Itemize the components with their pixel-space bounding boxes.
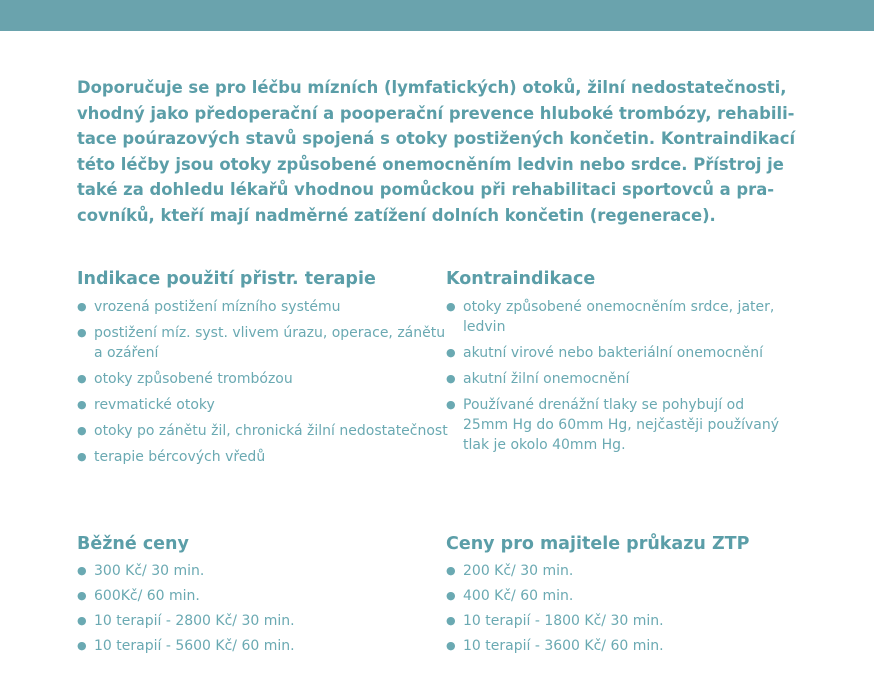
price-item: ● 300 Kč/ 30 min. bbox=[77, 561, 457, 581]
price-item: ● 10 terapií - 1800 Kč/ 30 min. bbox=[446, 611, 826, 631]
indications-title: Indikace použití přistr. terapie bbox=[77, 269, 376, 289]
list-item: ● otoky po zánětu žil, chronická žilní nedostatečnost bbox=[77, 421, 457, 441]
indications-section bbox=[77, 268, 457, 473]
price-item: ● 10 terapií - 2800 Kč/ 30 min. bbox=[77, 611, 457, 631]
price-item: ● 600Kč/ 60 min. bbox=[77, 586, 457, 606]
list-item: ● postižení míz. syst. vlivem úrazu, operace, zánětu a ozáření bbox=[77, 323, 457, 363]
list-item: ● akutní virové nebo bakteriální onemocnění bbox=[446, 343, 786, 363]
price-item: ● 400 Kč/ 60 min. bbox=[446, 586, 826, 606]
contraindications-section bbox=[446, 268, 786, 461]
ztp-prices-section bbox=[446, 533, 826, 661]
list-item: ● akutní žilní onemocnění bbox=[446, 369, 786, 389]
price-item: ● 200 Kč/ 30 min. bbox=[446, 561, 826, 581]
list-item: ● Používané drenážní tlaky se pohybují od 25mm Hg do 60mm Hg, nejčastěji používaný tlak je okolo 40mm Hg. bbox=[446, 395, 786, 455]
list-item: ● otoky způsobené trombózou bbox=[77, 369, 457, 389]
header-bar bbox=[0, 0, 874, 31]
intro-paragraph: Doporučuje se pro léčbu mízních (lymfatických) otoků, žilní nedostatečnosti, vhodný jako předoperační a pooperační prevence hluboké trombózy, rehabili-tace poúrazových stavů spojená s otoky postižených končetin. Kontraindikací této léčby jsou otoky způsobené onemocněním ledvin nebo srdce. Přístroj je také za dohledu lékařů vhodnou pomůckou při rehabilitaci sportovců a pra-covníků, kteří mají nadměrné zatížení dolních končetin (regenerace). bbox=[77, 78, 796, 225]
list-item: ● vrozená postižení mízního systému bbox=[77, 297, 457, 317]
list-item: ● terapie bércových vředů bbox=[77, 447, 457, 467]
indications-list bbox=[77, 297, 457, 467]
contraindications-title: Kontraindikace bbox=[446, 269, 596, 289]
ztp-prices-list bbox=[446, 561, 826, 656]
price-item: ● 10 terapií - 3600 Kč/ 60 min. bbox=[446, 636, 826, 656]
prices-section bbox=[77, 533, 457, 661]
price-item: ● 10 terapií - 5600 Kč/ 60 min. bbox=[77, 636, 457, 656]
list-item: ● revmatické otoky bbox=[77, 395, 457, 415]
list-item: ● otoky způsobené onemocněním srdce, jater, ledvin bbox=[446, 297, 786, 337]
ztp-prices-title: Ceny pro majitele průkazu ZTP bbox=[446, 534, 750, 554]
prices-list bbox=[77, 561, 457, 656]
prices-title: Běžné ceny bbox=[77, 534, 189, 554]
contraindications-list bbox=[446, 297, 786, 455]
